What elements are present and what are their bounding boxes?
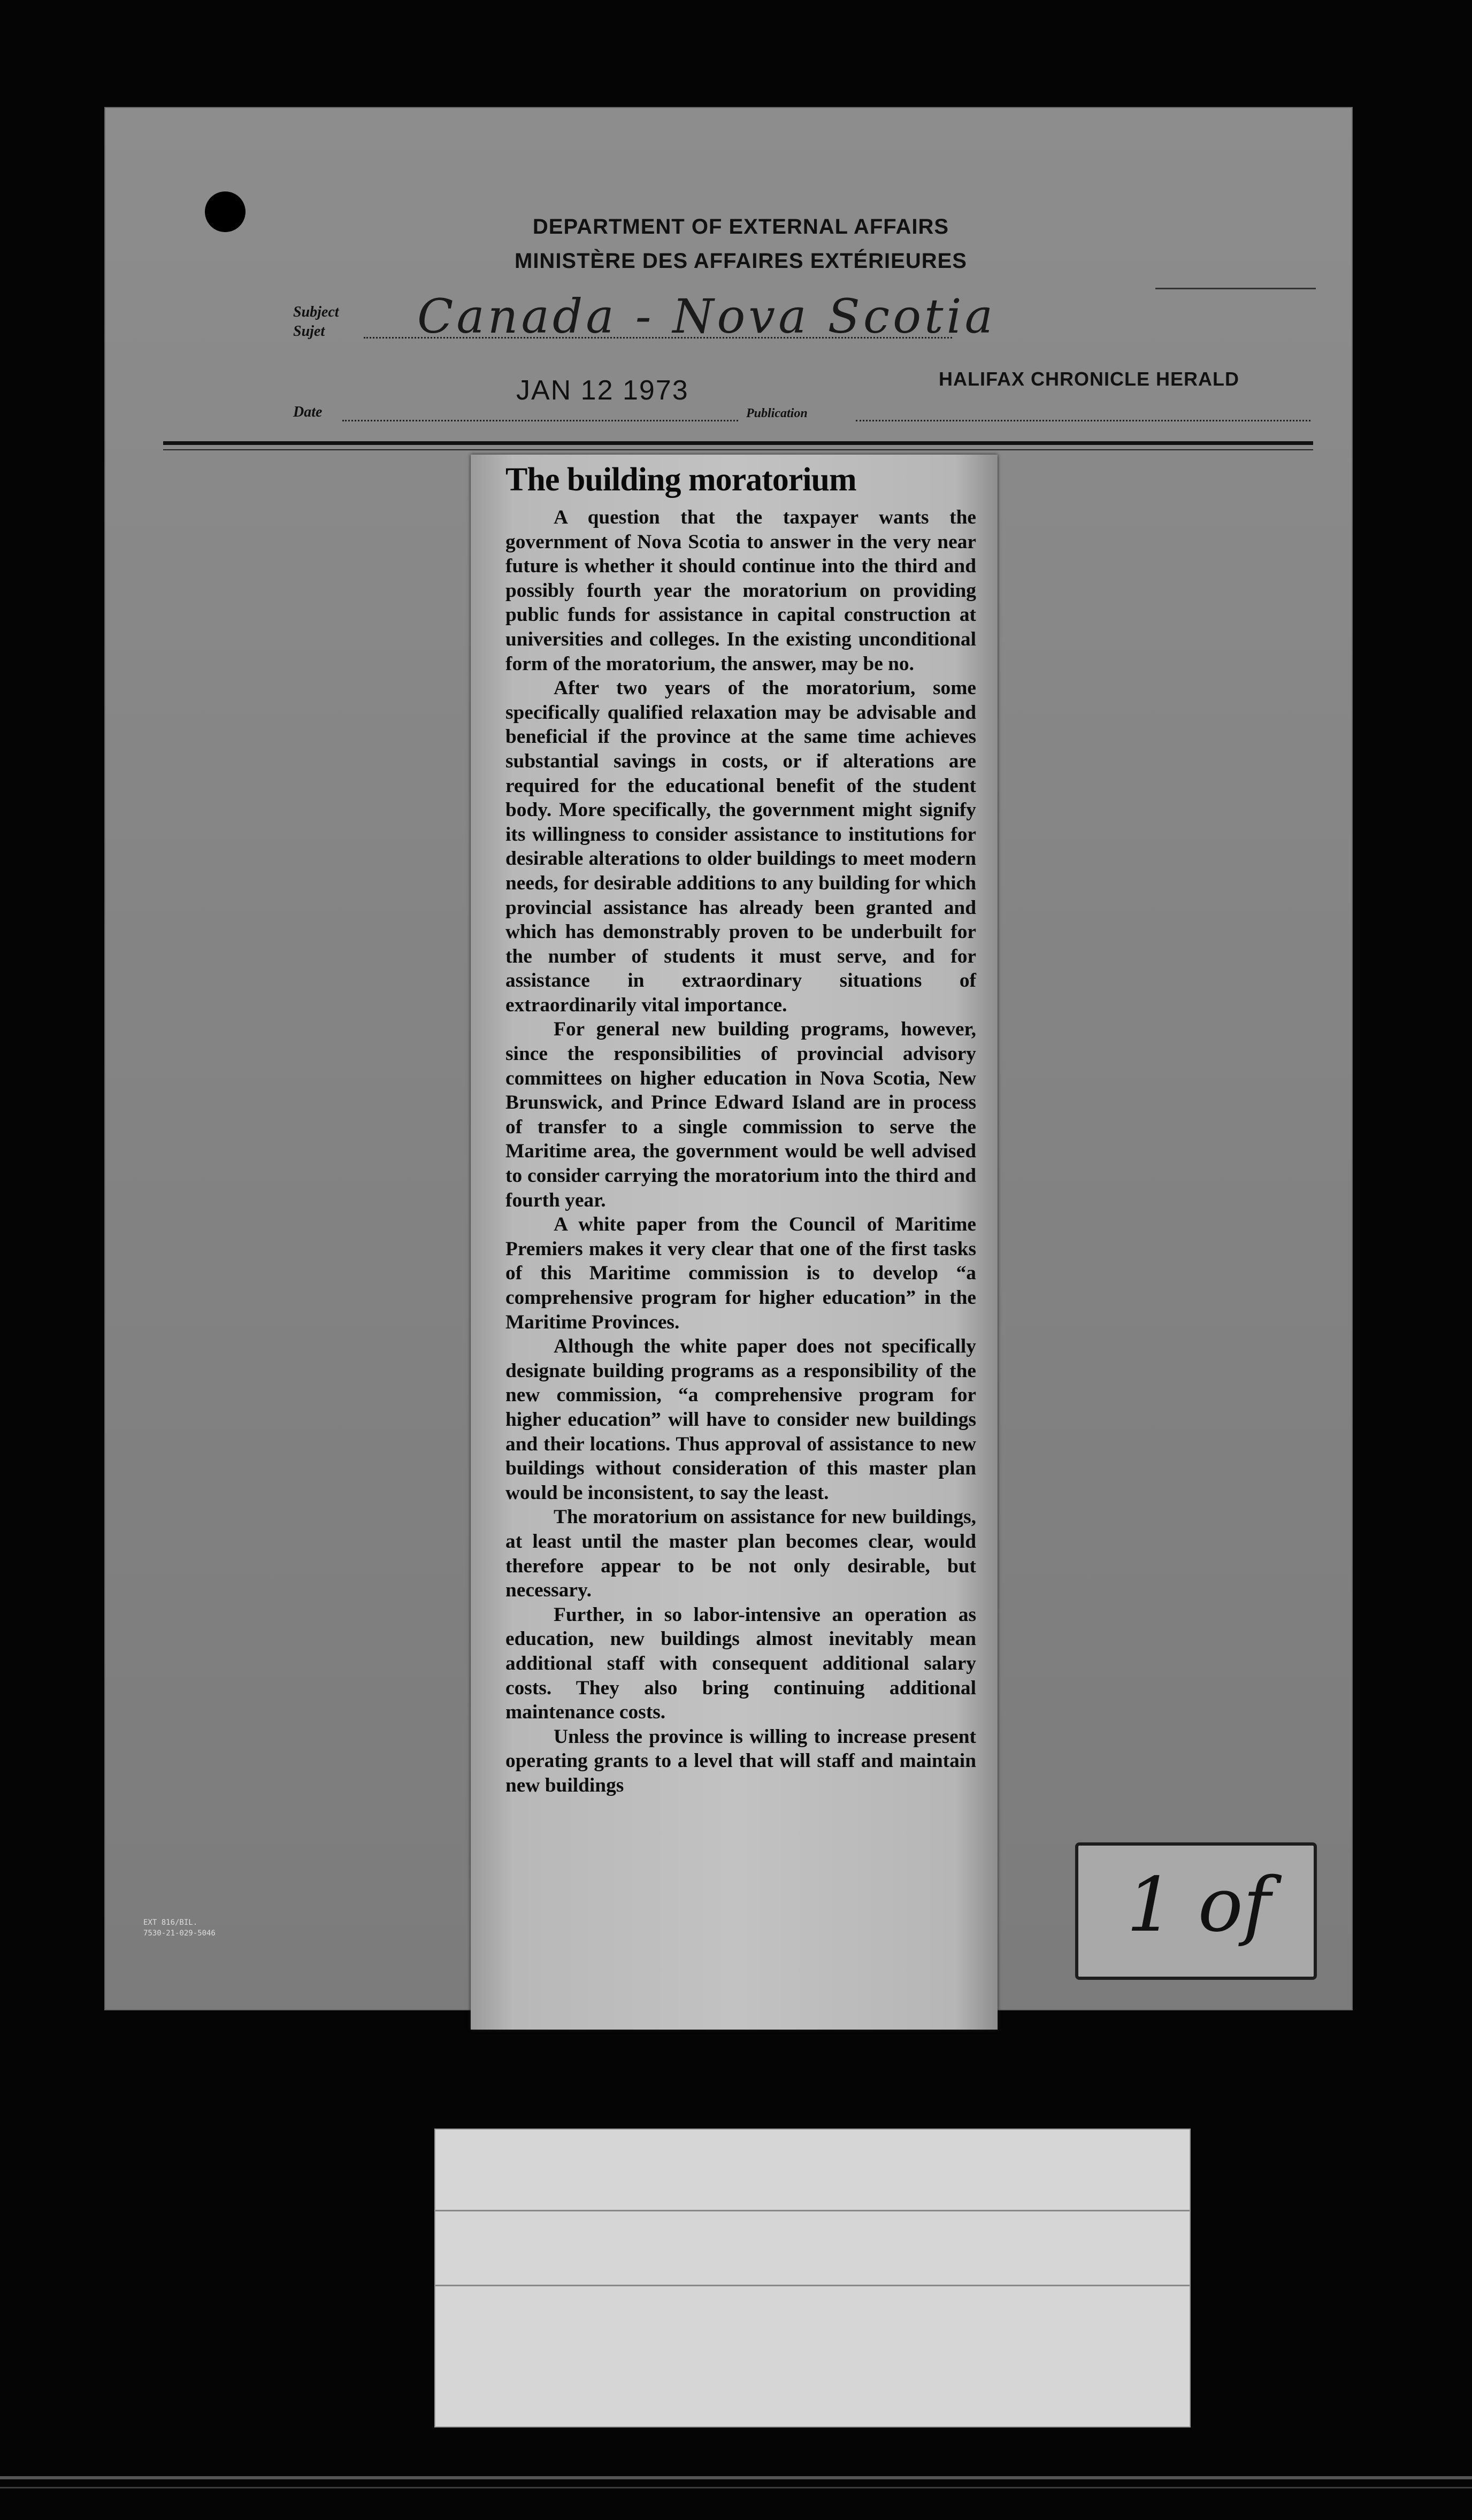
header-rule-thin xyxy=(163,449,1313,450)
corner-line xyxy=(1155,288,1316,289)
publication-line xyxy=(856,420,1310,421)
form-code xyxy=(143,1917,216,1939)
dept-name-fr: MINISTÈRE DES AFFAIRES EXTÉRIEURES xyxy=(515,249,967,273)
page-count-stamp xyxy=(1075,1842,1317,1980)
date-value: JAN 12 1973 xyxy=(516,375,689,406)
card-rule xyxy=(435,2285,1190,2286)
article-paragraph: A question that the taxpayer wants the government of Nova Scotia to answer in the very near future is whether it should continue into the third and possibly fourth year the moratorium on providing public funds for assistance in capital construction at universities and colleges. In the existing unconditional form of the moratorium, the answer, may be no. xyxy=(505,506,976,675)
article-title: The building moratorium xyxy=(505,462,856,498)
film-edge-strip-thin xyxy=(0,2487,1472,2488)
article-paragraph: Unless the province is willing to increase present operating grants to a level that will staff and maintain new buildings xyxy=(505,1725,976,1796)
article-paragraph: A white paper from the Council of Maritime Premiers makes it very clear that one of the first tasks of this Maritime commission is to develop “a comprehensive program for higher education” in the Maritime Provinces. xyxy=(505,1213,976,1333)
article-body xyxy=(505,505,976,1797)
subject-line xyxy=(364,337,952,339)
newspaper-clipping xyxy=(471,455,998,2030)
article-paragraph: Further, in so labor-intensive an operation as education, new buildings almost inevitably mean additional staff with consequent additional salary costs. They also bring continuing additional maintenance costs. xyxy=(505,1603,976,1724)
form-code-line-1: EXT 816/BIL. xyxy=(143,1918,198,1927)
department-header xyxy=(511,210,971,278)
subject-value: Canada - Nova Scotia xyxy=(417,289,996,344)
publication-value: HALIFAX CHRONICLE HERALD xyxy=(939,368,1239,390)
card-rule xyxy=(435,2210,1190,2211)
dept-name-en: DEPARTMENT OF EXTERNAL AFFAIRS xyxy=(532,215,949,239)
article-paragraph: After two years of the moratorium, some specifically qualified relaxation may be advisable and beneficial if the province at the same time achieves substantial savings in costs, or if alterations are required for the educational benefit of the student body. More specifically, the government might signify its willingness to consider assistance to institutions for desirable alterations to older buildings to meet modern needs, for desirable additions to any building for which provincial assistance has already been granted and which has demonstrably proven to be underbuilt for the number of students it must serve, and for assistance in extraordinary situations of extraordinarily vital importance. xyxy=(505,677,976,1016)
date-label: Date xyxy=(293,404,323,420)
film-edge-strip xyxy=(0,2476,1472,2479)
subject-label: Subject xyxy=(293,304,339,320)
article-paragraph: For general new building programs, however, since the responsibilities of provincial advisory committees on higher education in Nova Scotia, New Brunswick, and Prince Edward Island are in process of transfer to a single commission to serve the Maritime area, the government would be well advised to consider carrying the moratorium into the third and fourth year. xyxy=(505,1018,976,1211)
article-paragraph: Although the white paper does not specifically designate building programs as a responsibility of the new commission, “a comprehensive program for higher education” will have to consider new buildings and their locations. Thus approval of assistance to new buildings without consideration of this master plan would be inconsistent, to say the least. xyxy=(505,1335,976,1504)
form-code-line-2: 7530-21-029-5046 xyxy=(143,1929,216,1938)
publication-label: Publication xyxy=(746,406,808,420)
date-line xyxy=(342,420,738,421)
page-count-text: 1 of xyxy=(1126,1862,1271,1949)
article-paragraph: The moratorium on assistance for new buildings, at least until the master plan becomes clear, would therefore appear to be not only desirable, but necessary. xyxy=(505,1506,976,1602)
punch-hole xyxy=(205,191,246,232)
sujet-label: Sujet xyxy=(293,323,325,340)
blank-index-card xyxy=(434,2129,1191,2427)
header-rule xyxy=(163,441,1313,445)
